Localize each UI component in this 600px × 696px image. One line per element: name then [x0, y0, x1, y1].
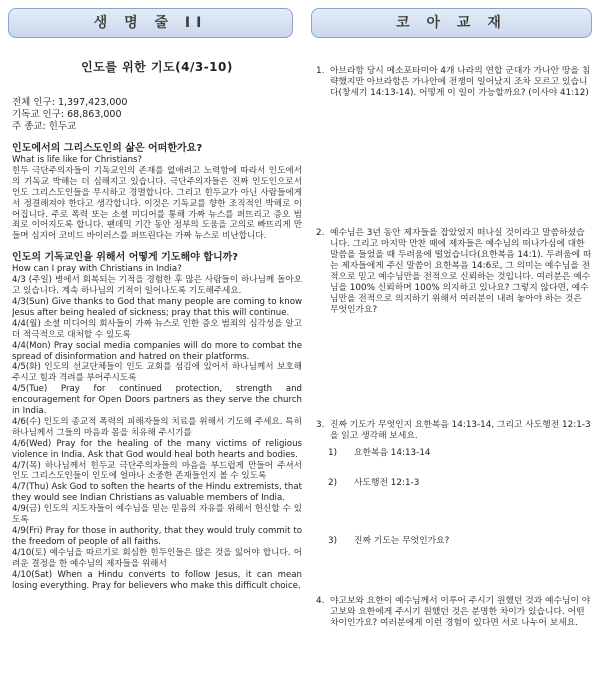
- prayer-column: [12, 52, 302, 696]
- question-text: 야고보와 요한이 예수님께서 이루어 주시기 원했던 것과 예수님이 야고보와 요한에게 주시기 원했던 것은 분명한 차이가 있습니다. 어떤 차이인가요? 여러분에게 이런 경험이 있다면 서로 나누어 보세요.: [330, 596, 591, 628]
- question-4: [316, 596, 592, 629]
- prayer-item: 4/10(토) 예수님을 따르기로 회심한 힌두인들은 많은 것을 잃어야 합니다. 어려운 결정을 한 예수님의 제자들을 위해서: [12, 547, 302, 569]
- prayer-item: 4/6(수) 인도의 종교적 폭력의 피해자들의 치료를 위해서 기도해 주세요. 특히 하나님께서 그들의 마음과 몸을 치유해 주시기를: [12, 416, 302, 438]
- stat-main-religion: 주 종교: 힌두교: [12, 121, 77, 132]
- prayer-item: 4/7(Thu) Ask God to soften the hearts of the Hindu extremists, that they would see Indian Christians as valuable members of India.: [12, 482, 302, 504]
- prayer-item: 4/3(Sun) Give thanks to God that many people are coming to know Jesus after being healed of sickness; pray that this will continue.: [12, 296, 302, 318]
- sub-number: 1): [328, 448, 338, 458]
- question-text: 진짜 기도가 무엇인지 요한복음 14:13-14, 그리고 사도행전 12:1-3을 읽고 생각해 보세요.: [330, 420, 591, 441]
- question-1: [316, 66, 592, 99]
- sub-number: 2): [328, 478, 338, 488]
- prayer-item: 4/3 (주일) 병에서 회복되는 기적을 경험한 후 많은 사람들이 하나님께 돌아오고 있습니다. 계속 하나님의 기적이 일어나도록 기도해주세요.: [12, 275, 302, 297]
- prayer-item: 4/6(Wed) Pray for the healing of the many victims of religious violence in India. Ask that God would heal both hearts and bodies.: [12, 438, 302, 460]
- page-title: 인도를 위한 기도(4/3-10): [81, 60, 233, 74]
- question-number: 2.: [316, 228, 325, 238]
- question-3-sub-2: [328, 478, 419, 489]
- section1-paragraph: 힌두 극단주의자들이 기독교인의 존재를 없애려고 노력함에 따라서 인도에서의 기독교 박해는 더 심해지고 있습니다. 극단주의자들은 진짜 인도인으로서 인도 그리스도인들을 무시하고 경멸합니다. 그리고 힌두교가 아닌 사람들에게서 정결해져야 한다고 생각합니다. 이것은 기독교를 향한 조직적인 박해로 이어집니다. 주로 폭력 또는 소셜 미디어를 통해 가짜 뉴스를 퍼뜨리고 증오 범죄로 이어지도록 합니다. 팬데믹 기간 동안 정부의 도움을 고의로 빠뜨리게 만들며 심지어 코비드 바이러스를 퍼뜨린다는 가짜 뉴스로 비난합니다.: [12, 165, 302, 242]
- sub-text: 진짜 기도는 무엇인가요?: [354, 536, 450, 546]
- sub-text: 요한복음 14:13-14: [354, 448, 431, 458]
- prayer-item: 4/5(Tue) Pray for continued protection, strength and encouragement for Open Doors partners as they serve the church in India.: [12, 384, 302, 417]
- question-3-sub-1: [328, 448, 431, 459]
- sub-text: 사도행전 12:1-3: [354, 478, 420, 488]
- question-3-sub-3: [328, 536, 449, 547]
- right-header: 코 아 교 재: [311, 8, 592, 38]
- prayer-item: 4/9(금) 인도의 지도자들이 예수님을 믿는 믿음의 자유를 위해서 헌신할 수 있도록: [12, 504, 302, 526]
- prayer-item: 4/4(Mon) Pray social media companies will do more to combat the spread of disinformation and hatred on their platforms.: [12, 340, 302, 362]
- prayer-item: 4/7(목) 하나님께서 힌두교 극단주의자들의 마음을 부드럽게 만들어 주셔서 인도 그리스도인들이 인도에 얼마나 소중한 존재들인지 볼 수 있도록: [12, 460, 302, 482]
- prayer-item: 4/4(월) 소셜 미디어의 회사들이 가짜 뉴스로 인한 증오 범죄의 심각성을 알고 더 적극적으로 대처할 수 있도록: [12, 318, 302, 340]
- question-number: 4.: [316, 596, 325, 606]
- question-2: [316, 228, 592, 316]
- section2-heading: 인도의 기독교인을 위해서 어떻게 기도해야 합니까?: [12, 252, 239, 264]
- section1-heading: 인도에서의 그리스도인의 삶은 어떠한가요?: [12, 143, 203, 154]
- left-header: 생 명 줄 II: [8, 8, 293, 38]
- prayer-item: 4/10(Sat) When a Hindu converts to follow Jesus, it can mean losing everything. Pray for believers who make this difficult choice.: [12, 569, 302, 591]
- stat-christian-population: 기독교 인구: 68,863,000: [12, 109, 122, 120]
- section1-subheading: What is life like for Christians?: [12, 155, 143, 165]
- question-number: 3.: [316, 420, 325, 430]
- study-questions-column: [316, 58, 592, 694]
- question-3: [316, 420, 592, 442]
- section2-subheading: How can I pray with Christians in India?: [12, 264, 182, 275]
- question-number: 1.: [316, 66, 325, 76]
- prayer-item: 4/9(Fri) Pray for those in authority, that they would truly commit to the freedom of people of all faiths.: [12, 526, 302, 547]
- stat-total-population: 전체 인구: 1,397,423,000: [12, 97, 128, 108]
- sub-number: 3): [328, 536, 338, 546]
- question-text: 예수님은 3년 동안 제자들을 잡았었지 떠나실 것이라고 말씀하셨습니다. 그리고 마지막 만찬 때에 제자들은 예수님의 떠나가심에 대한 말씀을 들었을 때 두려움에 떨었습니다(요한복음 14:1). 두려움에 떠는 제자들에게 주신 말씀이 요한복음 14:6로, 그 의미는 예수님을 전적으로 믿고 예수님만을 전적으로 신뢰하는 것입니다. 여러분은 예수님을 100% 신뢰하며 100% 의지하고 있나요? 그렇지 않다면, 예수님만을 전적으로 의지하기 위해서 여러분이 내려 놓아야 하는 것은 무엇인가요?: [330, 228, 592, 315]
- prayer-item: 4/5(화) 인도의 선교단체들이 인도 교회를 섬김에 있어서 하나님께서 보호해 주시고 힘과 격려를 부어주시도록: [12, 362, 302, 384]
- country-stats: [12, 97, 302, 133]
- question-text: 아브라함 당시 메소포타미아 4개 나라의 연합 군대가 가나안 땅을 침략했지만 아브라함은 가나안에 전쟁이 일어났지 조차 모르고 있습니다(창세기 14:13-14). 어떻게 이 일이 가능할까요? (이사야 41:12): [330, 66, 591, 98]
